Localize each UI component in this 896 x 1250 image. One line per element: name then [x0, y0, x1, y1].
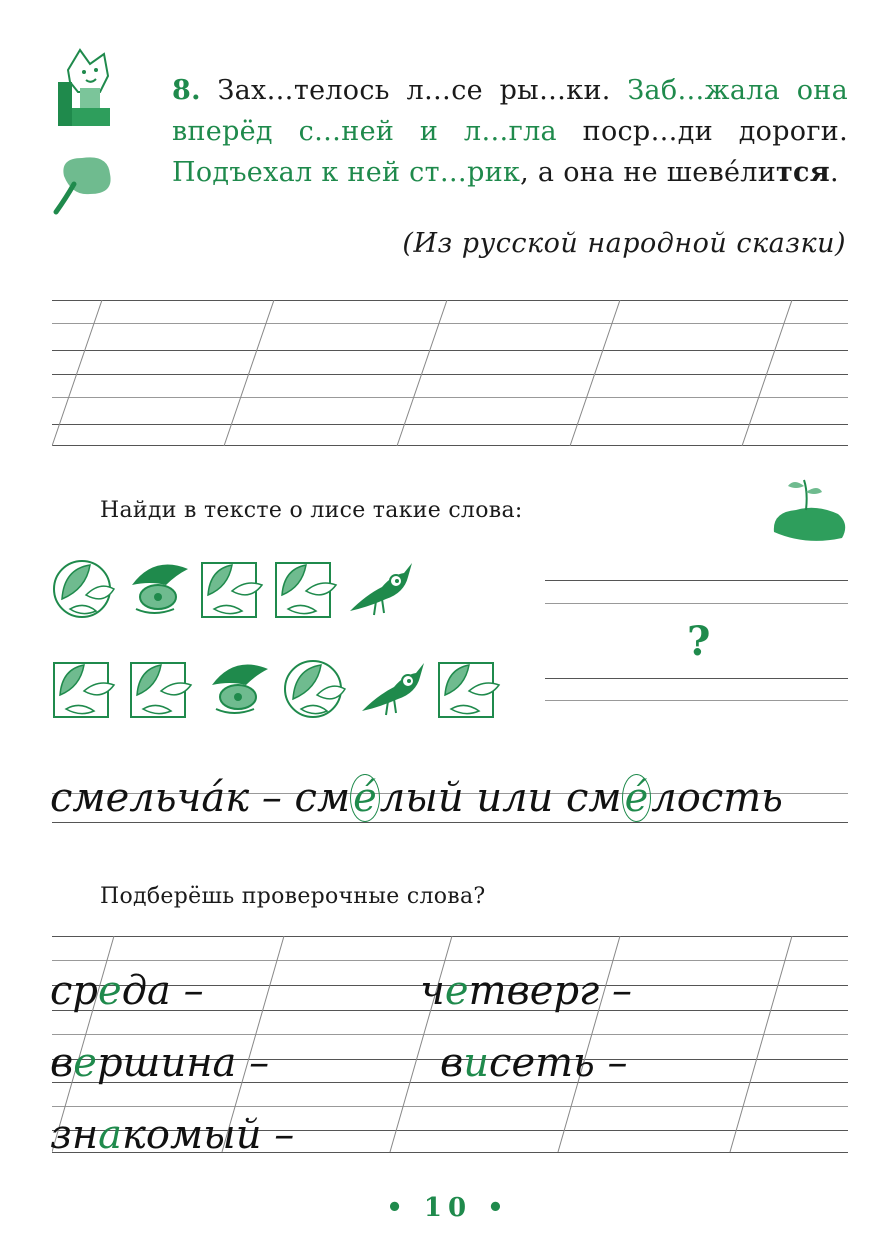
- leaf-square-icon: [198, 555, 268, 625]
- check-word-chetverg: [420, 968, 632, 1014]
- script-text: ршина –: [96, 1040, 270, 1086]
- exercise-number: 8.: [172, 75, 201, 106]
- script-text: в: [50, 1040, 74, 1086]
- script-text: к – см: [225, 775, 351, 821]
- question-mark: ?: [687, 618, 711, 665]
- script-text: сеть –: [489, 1040, 628, 1086]
- checked-vowel: е: [444, 968, 469, 1014]
- bird-icon: [346, 555, 416, 625]
- exercise-segment: Заб…жала она вперёд с…ней и л…гла: [172, 75, 849, 147]
- checked-vowel: и: [463, 1040, 490, 1086]
- checked-vowel: е: [73, 1040, 97, 1086]
- source-caption: (Из русской народной сказки): [402, 228, 846, 259]
- exercise-segment: Зах…телось л…се ры…ки.: [217, 75, 628, 106]
- exercise-segment: .: [830, 157, 839, 188]
- highlighted-vowel: е́: [622, 774, 652, 822]
- script-text: комый –: [122, 1112, 295, 1158]
- page-number: • 10 •: [386, 1193, 510, 1223]
- leaf-square-icon: [272, 555, 342, 625]
- page-number-value: 10: [423, 1193, 473, 1223]
- script-text: лый или см: [379, 775, 622, 821]
- bird-icon: [358, 655, 428, 725]
- exercise-segment: поср…ди дороги.: [556, 116, 848, 147]
- leaf-square-icon: [50, 655, 120, 725]
- script-text: тверг –: [468, 968, 632, 1014]
- find-instruction: Найди в тексте о лисе такие слова:: [100, 498, 523, 523]
- leaf-circle-icon: [281, 655, 351, 725]
- check-instruction: Подберёшь проверочные слова?: [100, 884, 486, 909]
- script-text: ч: [420, 968, 445, 1014]
- leaf-square-icon: [435, 655, 505, 725]
- check-word-vershina: [50, 1040, 269, 1086]
- highlighted-vowel: е́: [350, 774, 380, 822]
- ink-blot-icon: [50, 150, 120, 220]
- icon-row-2: [50, 655, 520, 725]
- script-text: в: [440, 1040, 464, 1086]
- leaf-circle-icon: [50, 555, 120, 625]
- exercise-segment: , а она не шевéли: [520, 157, 777, 188]
- script-text: а́: [201, 775, 226, 821]
- check-word-znakomy: [50, 1112, 294, 1158]
- checked-vowel: а: [98, 1112, 123, 1158]
- script-text: смельч: [50, 775, 202, 821]
- checked-vowel: е: [98, 968, 122, 1014]
- exercise-segment: Подъехал к ней ст…рик: [172, 157, 521, 188]
- umbrella-icon: [204, 655, 274, 725]
- script-text: да –: [121, 968, 204, 1014]
- fox-letter-icon: [50, 48, 130, 136]
- check-word-sreda: [50, 968, 204, 1014]
- sprout-icon: [766, 472, 850, 550]
- script-text: лость: [651, 775, 783, 821]
- check-word-viset: [440, 1040, 628, 1086]
- umbrella-icon: [124, 555, 194, 625]
- icon-row-1: [50, 555, 470, 625]
- leaf-square-icon: [127, 655, 197, 725]
- script-text: зн: [50, 1112, 99, 1158]
- exercise-text: [172, 70, 848, 193]
- exercise-segment: тся: [776, 157, 831, 188]
- script-text: ср: [50, 968, 99, 1014]
- example-handwriting: [50, 775, 783, 821]
